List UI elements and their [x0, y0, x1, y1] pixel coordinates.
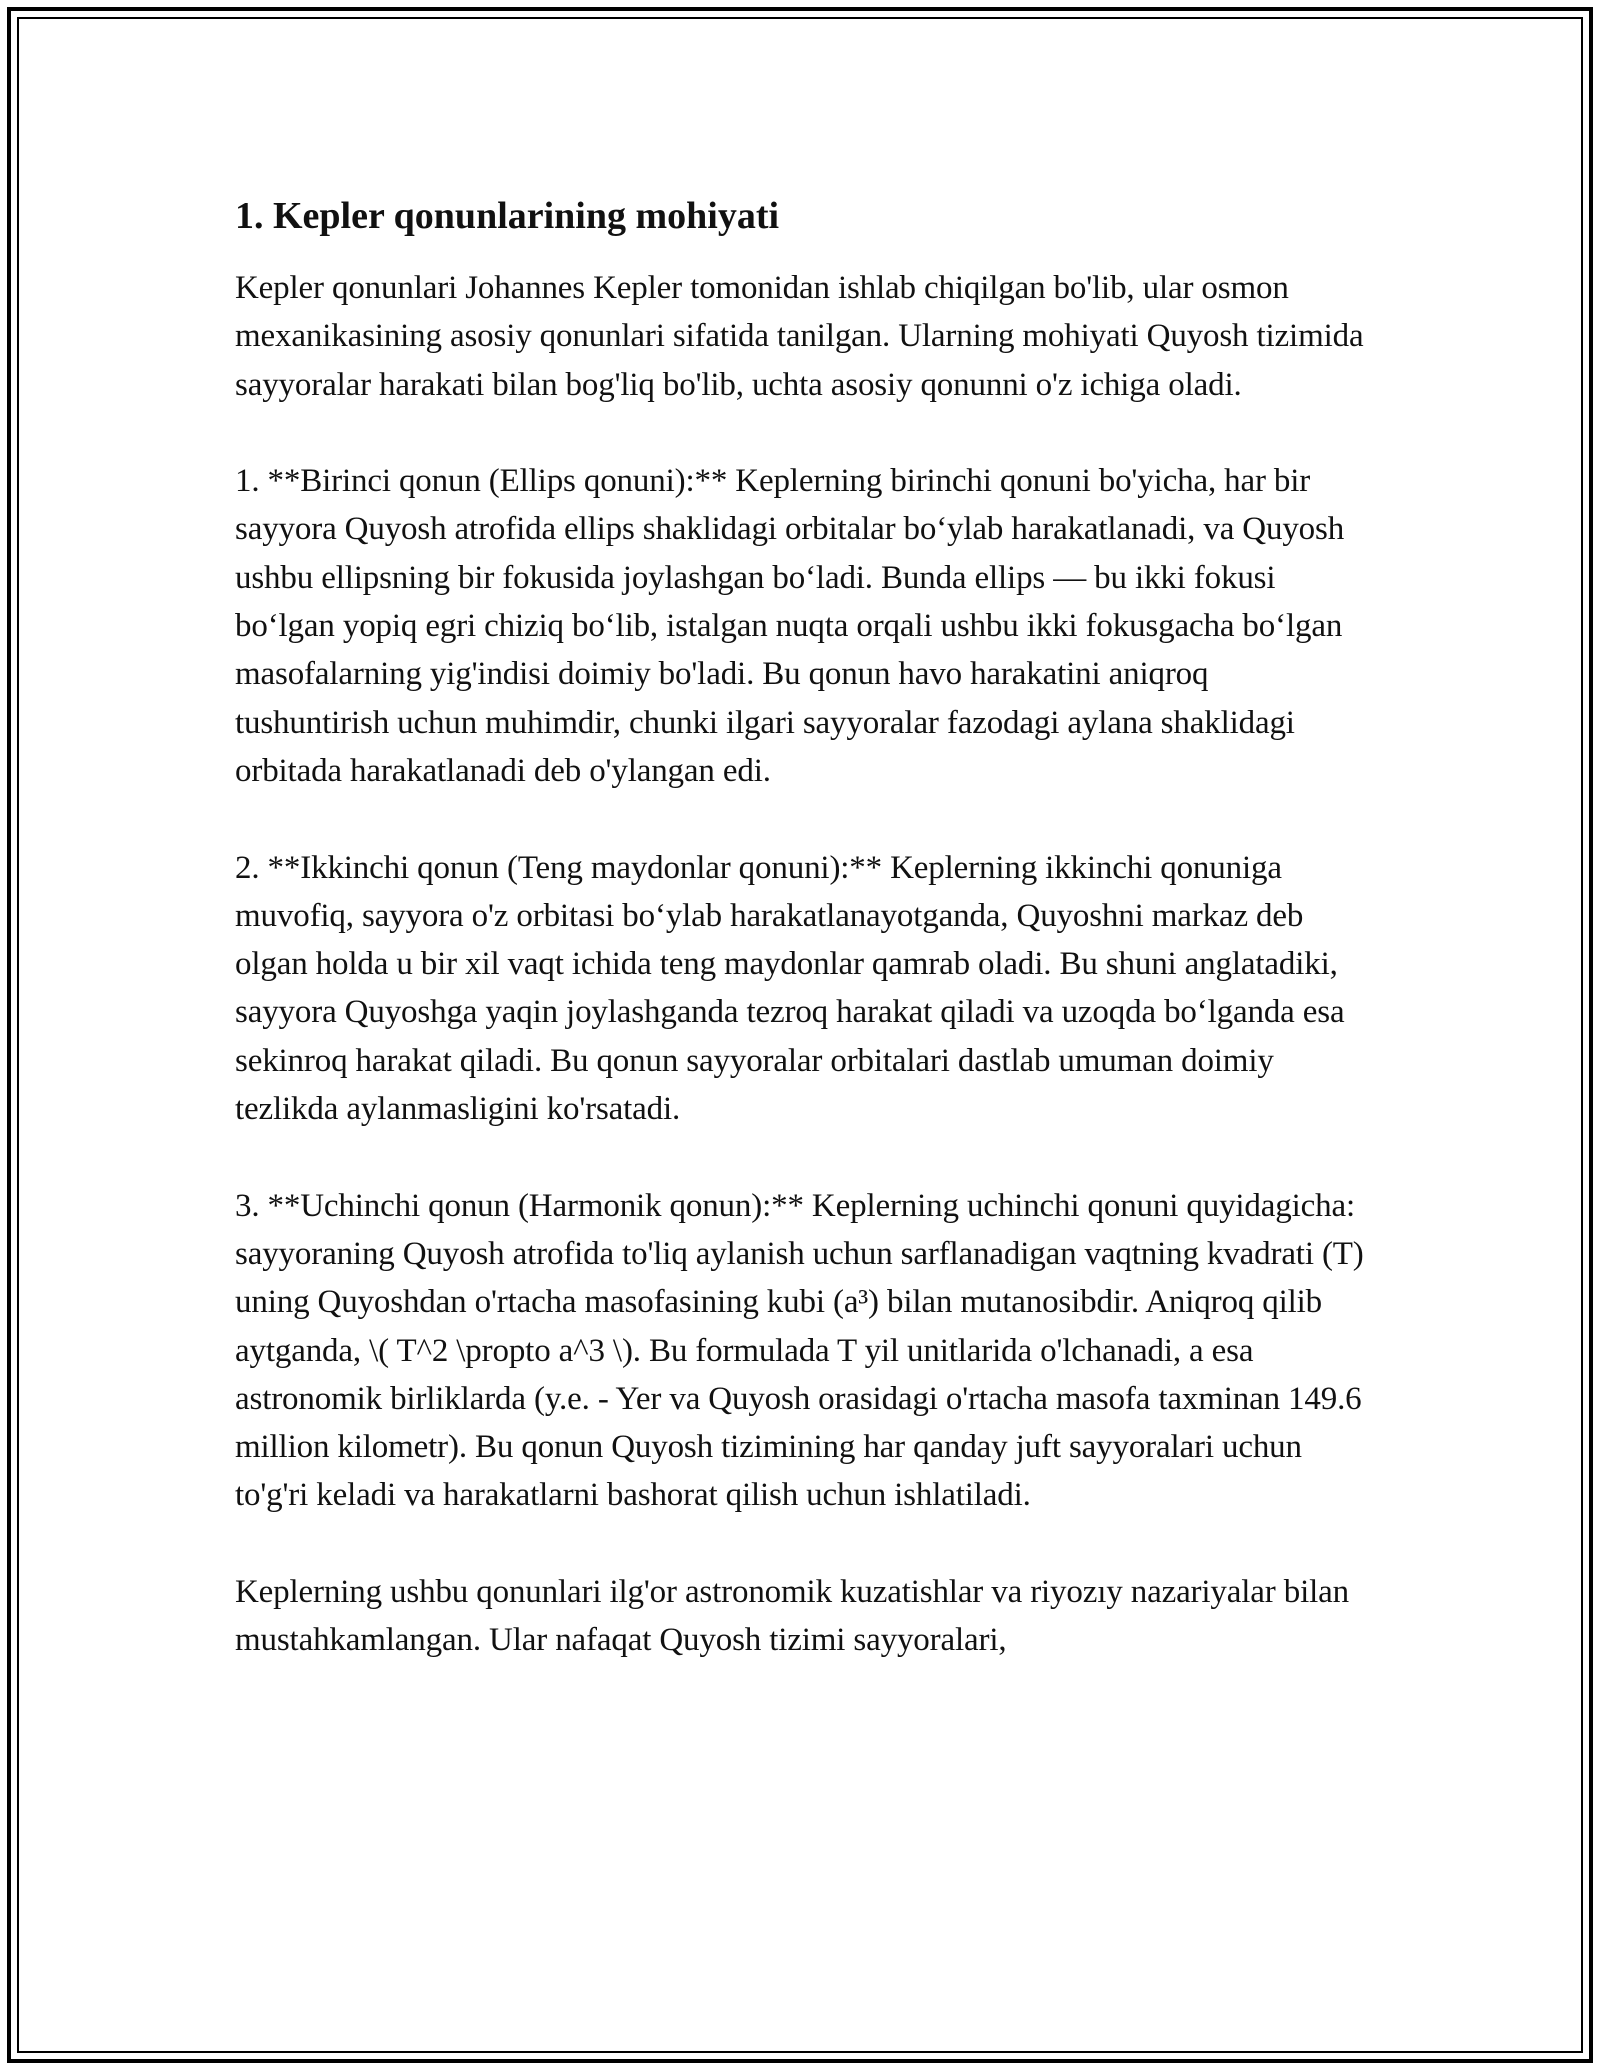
document-body	[235, 190, 1365, 1713]
conclusion-paragraph: Keplerning ushbu qonunlari ilg'or astronomik kuzatishlar va riyozıy nazariyalar bilan mustahkamlangan. Ular nafaqat Quyosh tizimi sayyoralari,	[235, 1574, 1349, 1659]
intro-paragraph: Kepler qonunlari Johannes Kepler tomonidan ishlab chiqilgan bo'lib, ular osmon mexanikasining asosiy qonunlari sifatida tanilgan. Ularning mohiyati Quyosh tizimida sayyoralar harakati bilan bog'liq bo'lib, uchta asosiy qonunni o'z ichiga oladi.	[235, 270, 1364, 403]
third-law-paragraph: 3. **Uchinchi qonun (Harmonik qonun):** Keplerning uchinchi qonuni quyidagicha: sayyoraning Quyosh atrofida to'liq aylanish uchun sarflanadigan vaqtning kvadrati (T) uning Quyoshdan o'rtacha masofasining kubi (a³) bilan mutanosibdir. Aniqroq qilib aytganda, \( T^2 \propto a^3 \). Bu formulada T yil unitlarida o'lchanadi, a esa astronomik birliklarda (y.e. - Yer va Quyosh orasidagi o'rtacha masofa taxminan 149.6 million kilometr). Bu qonun Quyosh tizimining har qanday juft sayyoralari uchun to'g'ri keladi va harakatlarni bashorat qilish uchun ishlatiladi.	[235, 1187, 1364, 1514]
first-law-paragraph: 1. **Birinci qonun (Ellips qonuni):** Keplerning birinchi qonuni bo'yicha, har bir sayyora Quyosh atrofida ellips shaklidagi orbitalar bo‘ylab harakatlanadi, va Quyosh ushbu ellipsning bir fokusida joylashgan bo‘ladi. Bunda ellips — bu ikki fokusi bo‘lgan yopiq egri chiziq bo‘lib, istalgan nuqta orqali ushbu ikki fokusgacha bo‘lgan masofalarning yig'indisi doimiy bo'ladi. Bu qonun havo harakatini aniqroq tushuntirish uchun muhimdir, chunki ilgari sayyoralar fazodagi aylana shaklidagi orbitada harakatlanadi deb o'ylangan edi.	[235, 463, 1345, 789]
section-heading: 1. Kepler qonunlarining mohiyati	[235, 195, 780, 237]
second-law-paragraph: 2. **Ikkinchi qonun (Teng maydonlar qonuni):** Keplerning ikkinchi qonuniga muvofiq, sayyora o'z orbitasi bo‘ylab harakatlanayotganda, Quyoshni markaz deb olgan holda u bir xil vaqt ichida teng maydonlar qamrab oladi. Bu shuni anglatadiki, sayyora Quyoshga yaqin joylashganda tezroq harakat qiladi va uzoqda bo‘lganda esa sekinroq harakat qiladi. Bu qonun sayyoralar orbitalari dastlab umuman doimiy tezlikda aylanmasligini ko'rsatadi.	[235, 849, 1345, 1128]
